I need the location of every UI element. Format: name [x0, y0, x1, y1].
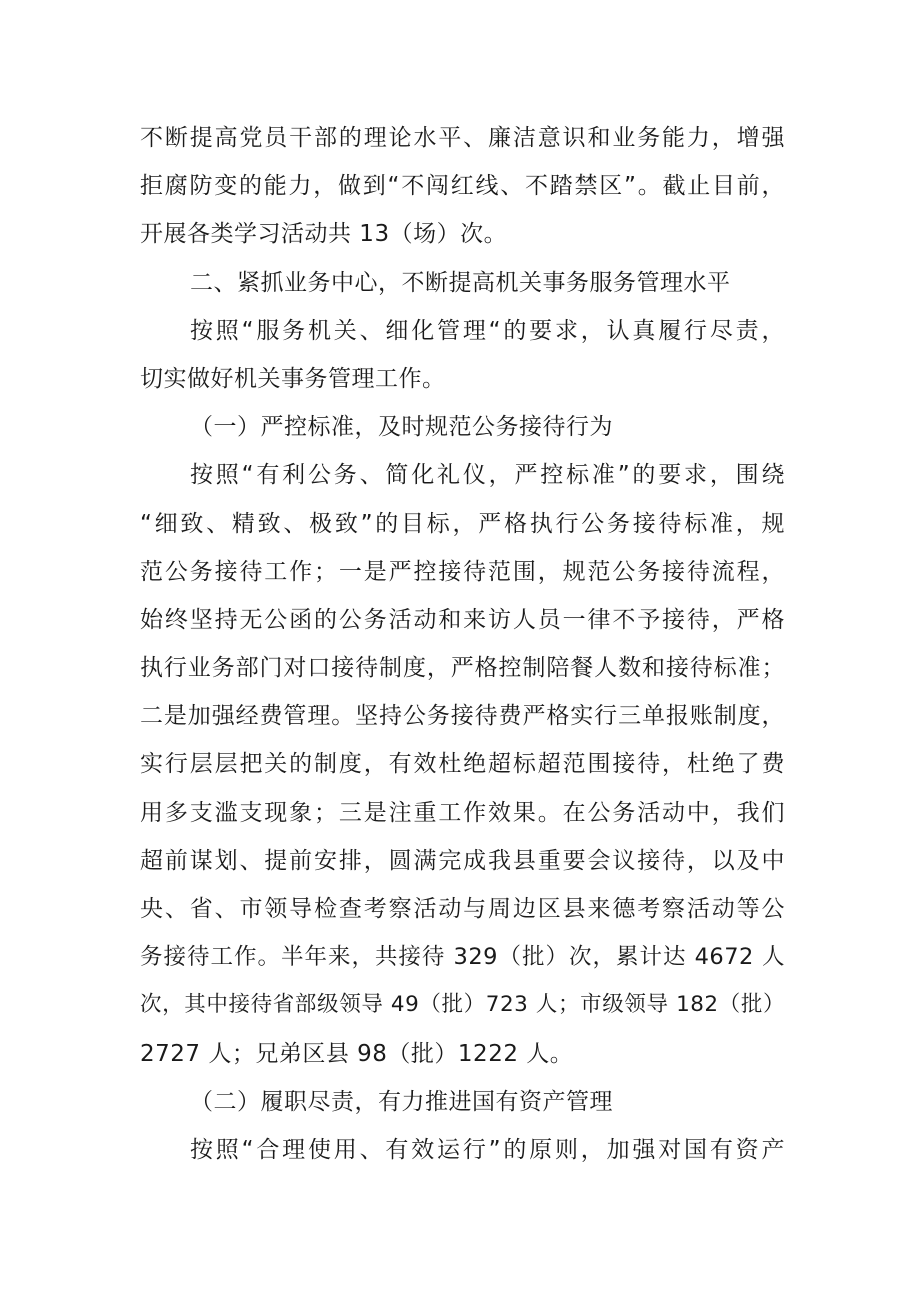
text-line: 2727 人；兄弟区县 98（批）1222 人。 [140, 1040, 574, 1067]
text-line: 超前谋划、提前安排，圆满完成我县重要会议接待，以及中 [140, 847, 785, 874]
text-line: 范公务接待工作；一是严控接待范围，规范公务接待流程， [140, 558, 785, 585]
text-line: 拒腐防变的能力，做到“不闯红线、不踏禁区”。截止目前， [140, 173, 785, 200]
subsection-heading: （一）严控标准，及时规范公务接待行为 [190, 414, 613, 441]
text-line: 务接待工作。半年来，共接待 329（批）次，累计达 4672 人 [140, 944, 785, 971]
paragraph-start: 按照“有利公务、简化礼仪，严控标准”的要求，围绕 [190, 462, 785, 489]
section-heading: 二、紧抓业务中心，不断提高机关事务服务管理水平 [190, 269, 731, 296]
text-line: 不断提高党员干部的理论水平、廉洁意识和业务能力，增强 [140, 125, 785, 151]
text-line: 央、省、市领导检查考察活动与周边区县来德考察活动等公 [140, 896, 785, 922]
text-line: 切实做好机关事务管理工作。 [140, 365, 446, 392]
text-line: 执行业务部门对口接待制度，严格控制陪餐人数和接待标准； [140, 655, 785, 682]
subsection-heading: （二）履职尽责，有力推进国有资产管理 [190, 1088, 613, 1115]
paragraph-start: 按照“合理使用、有效运行”的原则，加强对国有资产 [190, 1136, 785, 1163]
text-line: 始终坚持无公函的公务活动和来访人员一律不予接待，严格 [140, 606, 785, 633]
paragraph-start: 按照“服务机关、细化管理“的要求，认真履行尽责， [190, 317, 785, 344]
text-line: 二是加强经费管理。坚持公务接待费严格实行三单报账制度， [140, 703, 785, 730]
text-line: 次，其中接待省部级领导 49（批）723 人；市级领导 182（批） [140, 992, 785, 1018]
text-line: 用多支滥支现象；三是注重工作效果。在公务活动中，我们 [140, 799, 785, 826]
text-line: 实行层层把关的制度，有效杜绝超标超范围接待，杜绝了费 [140, 751, 785, 778]
text-line: 开展各类学习活动共 13（场）次。 [140, 221, 508, 248]
document-body [140, 114, 785, 1174]
text-line: “细致、精致、极致”的目标，严格执行公务接待标准，规 [140, 510, 785, 537]
